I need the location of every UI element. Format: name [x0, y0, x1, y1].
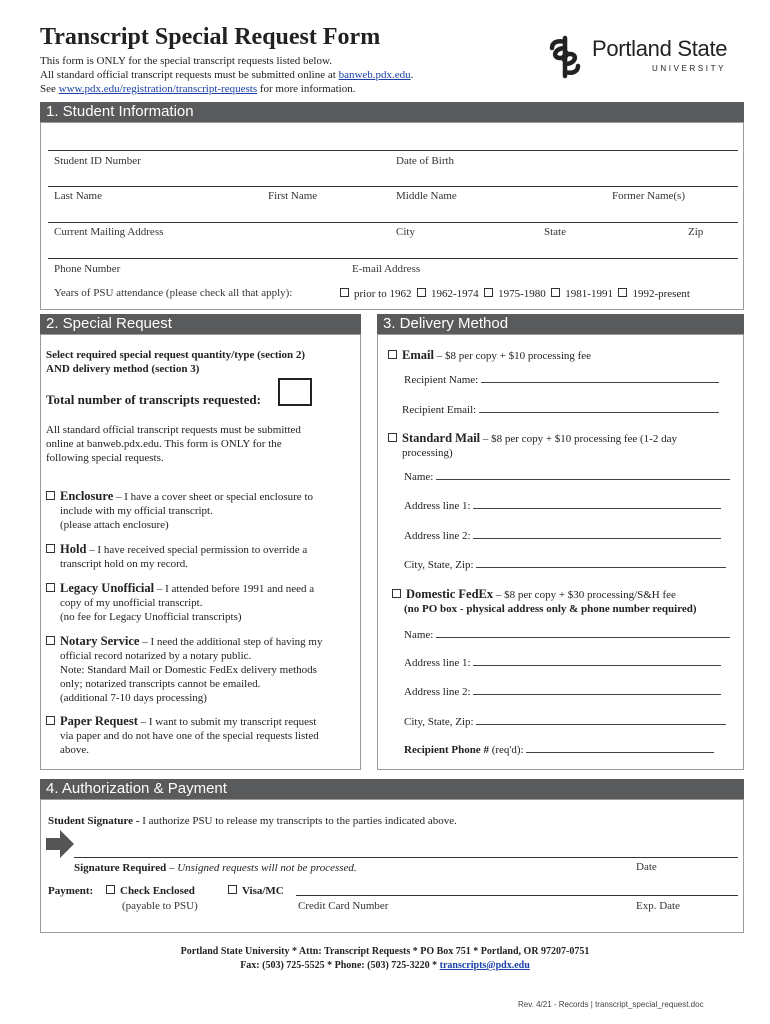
address-label: Current Mailing Address: [54, 226, 164, 238]
recipient-name-input[interactable]: [481, 372, 719, 383]
fedex-addr1-input[interactable]: [473, 655, 721, 666]
psu-logo-mark-icon: [546, 34, 584, 80]
years-label: Years of PSU attendance (please check all that apply):: [54, 287, 293, 299]
year-option[interactable]: 1975-1980: [484, 288, 546, 300]
section2-instruction: Select required special request quantity/type (section 2) AND delivery method (section 3): [46, 349, 306, 375]
option-legacy-unofficial[interactable]: Legacy Unofficial – I attended before 1991 and need a copy of my unofficial transcript. (no fee for Legacy Unofficial transcripts): [46, 581, 314, 624]
option-hold[interactable]: Hold – I have received special permission to override a transcript hold on my record.: [46, 542, 307, 571]
exp-date-label: Exp. Date: [636, 900, 680, 912]
mail-name-row: Name:: [404, 469, 730, 484]
payment-visa[interactable]: Visa/MC: [228, 884, 284, 898]
intro-text: [40, 54, 413, 96]
checkbox-icon[interactable]: [106, 885, 115, 894]
intro-line-1: This form is ONLY for the special transcript requests listed below.: [40, 55, 332, 67]
signature-required: Signature Required – Unsigned requests will not be processed.: [74, 862, 357, 874]
city-label: City: [396, 226, 415, 238]
mail-addr2-input[interactable]: [473, 528, 721, 539]
fedex-name-input[interactable]: [436, 627, 730, 638]
fedex-addr2-input[interactable]: [473, 684, 721, 695]
option-notary-service[interactable]: Notary Service – I need the additional step of having my official record notarized by a notary public. Note: Standard Mail or Domestic FedEx delivery methods only; notarized transcripts cannot be emailed. (additional 7-10 days processing): [46, 634, 322, 705]
phone-email-field[interactable]: [48, 258, 738, 259]
recipient-email-row: Recipient Email:: [402, 402, 719, 417]
recipient-email-input[interactable]: [479, 402, 719, 413]
checkbox-icon[interactable]: [484, 288, 493, 297]
phone-label: Phone Number: [54, 263, 121, 275]
payment-check[interactable]: Check Enclosed: [106, 884, 195, 898]
section3-box: [377, 334, 744, 770]
option-enclosure[interactable]: Enclosure – I have a cover sheet or special enclosure to include with my official transcript. (please attach enclosure): [46, 489, 313, 532]
mail-addr1-row: Address line 1:: [404, 498, 721, 513]
total-transcripts-input[interactable]: [278, 378, 312, 406]
transcripts-email-link[interactable]: transcripts@pdx.edu: [439, 960, 530, 971]
last-name-label: Last Name: [54, 190, 102, 202]
year-option[interactable]: 1962-1974: [417, 288, 479, 300]
credit-card-line[interactable]: [296, 895, 738, 896]
student-signature-text: Student Signature - I authorize PSU to release my transcripts to the parties indicated above.: [48, 815, 457, 827]
fedex-csz-row: City, State, Zip:: [404, 714, 726, 729]
total-transcripts-label: Total number of transcripts requested:: [46, 392, 261, 407]
mail-addr1-input[interactable]: [473, 498, 721, 509]
checkbox-icon[interactable]: [388, 433, 397, 442]
recipient-phone-row: Recipient Phone # (req'd):: [404, 742, 714, 757]
section1-header: 1. Student Information: [40, 102, 744, 122]
footer-line2: Fax: (503) 725-5525 * Phone: (503) 725-3220 * transcripts@pdx.edu: [240, 960, 530, 971]
checkbox-icon[interactable]: [228, 885, 237, 894]
email-label: E-mail Address: [352, 263, 421, 275]
mail-addr2-row: Address line 2:: [404, 528, 721, 543]
date-label: Date: [636, 861, 657, 873]
checkbox-icon[interactable]: [46, 636, 55, 645]
dob-label: Date of Birth: [396, 155, 455, 167]
checkbox-icon[interactable]: [340, 288, 349, 297]
registration-link[interactable]: www.pdx.edu/registration/transcript-requests: [58, 83, 258, 95]
middle-name-label: Middle Name: [396, 190, 457, 202]
psu-logo: [542, 26, 742, 86]
state-label: State: [544, 226, 566, 238]
first-name-label: First Name: [268, 190, 318, 202]
checkbox-icon[interactable]: [417, 288, 426, 297]
footer-line1: Portland State University * Attn: Transcript Requests * PO Box 751 * Portland, OR 97207-0751: [180, 946, 590, 957]
checkbox-icon[interactable]: [46, 716, 55, 725]
recipient-phone-input[interactable]: [526, 742, 714, 753]
checkbox-icon[interactable]: [46, 544, 55, 553]
section2-header: 2. Special Request: [40, 314, 361, 334]
year-option[interactable]: 1992-present: [618, 288, 689, 300]
checkbox-icon[interactable]: [392, 589, 401, 598]
section2-note: All standard official transcript requests must be submitted online at banweb.pdx.edu. This form is ONLY for the following special requests.: [46, 424, 301, 464]
fedex-csz-input[interactable]: [476, 714, 726, 725]
logo-name: Portland State: [592, 36, 728, 61]
intro-line-3: See www.pdx.edu/registration/transcript-requests for more information.: [40, 83, 356, 95]
section3-header: 3. Delivery Method: [377, 314, 744, 334]
checkbox-icon[interactable]: [618, 288, 627, 297]
checkbox-icon[interactable]: [551, 288, 560, 297]
fedex-addr2-row: Address line 2:: [404, 684, 721, 699]
delivery-standard-mail[interactable]: Standard Mail – $8 per copy + $10 processing fee (1-2 day processing): [388, 431, 677, 460]
banweb-link[interactable]: banweb.pdx.edu: [338, 69, 411, 81]
delivery-fedex[interactable]: Domestic FedEx – $8 per copy + $30 processing/S&H fee (no PO box - physical address only & phone number required): [392, 587, 697, 616]
page-title: Transcript Special Request Form: [40, 24, 381, 50]
year-option[interactable]: prior to 1962: [340, 288, 411, 300]
recipient-name-row: Recipient Name:: [404, 372, 719, 387]
mail-csz-input[interactable]: [476, 557, 726, 568]
year-option[interactable]: 1981-1991: [551, 288, 613, 300]
intro-line-2: All standard official transcript requests must be submitted online at banweb.pdx.edu.: [40, 69, 414, 81]
student-id-field[interactable]: [48, 150, 738, 151]
address-field[interactable]: [48, 222, 738, 223]
signature-line[interactable]: [74, 857, 738, 858]
student-id-label: Student ID Number: [54, 155, 141, 167]
fedex-name-row: Name:: [404, 627, 730, 642]
payment-label: Payment:: [48, 885, 94, 897]
logo-sub: UNIVERSITY: [652, 64, 727, 73]
checkbox-icon[interactable]: [388, 350, 397, 359]
mail-name-input[interactable]: [436, 469, 730, 480]
zip-label: Zip: [688, 226, 704, 238]
revision-note: Rev. 4/21 - Records | transcript_special_request.doc: [518, 1000, 704, 1009]
years-checkboxes: [340, 287, 690, 301]
delivery-email[interactable]: Email – $8 per copy + $10 processing fee: [388, 348, 591, 363]
fedex-addr1-row: Address line 1:: [404, 655, 721, 670]
cc-number-label: Credit Card Number: [298, 900, 389, 912]
check-sub: (payable to PSU): [122, 900, 198, 912]
former-names-label: Former Name(s): [612, 190, 686, 202]
mail-csz-row: City, State, Zip:: [404, 557, 726, 572]
option-paper-request[interactable]: Paper Request – I want to submit my transcript request via paper and do not have one of the special requests listed above.: [46, 714, 319, 757]
arrow-right-icon: [46, 830, 74, 858]
checkbox-icon[interactable]: [46, 583, 55, 592]
checkbox-icon[interactable]: [46, 491, 55, 500]
section4-header: 4. Authorization & Payment: [40, 779, 744, 799]
name-field[interactable]: [48, 186, 738, 187]
